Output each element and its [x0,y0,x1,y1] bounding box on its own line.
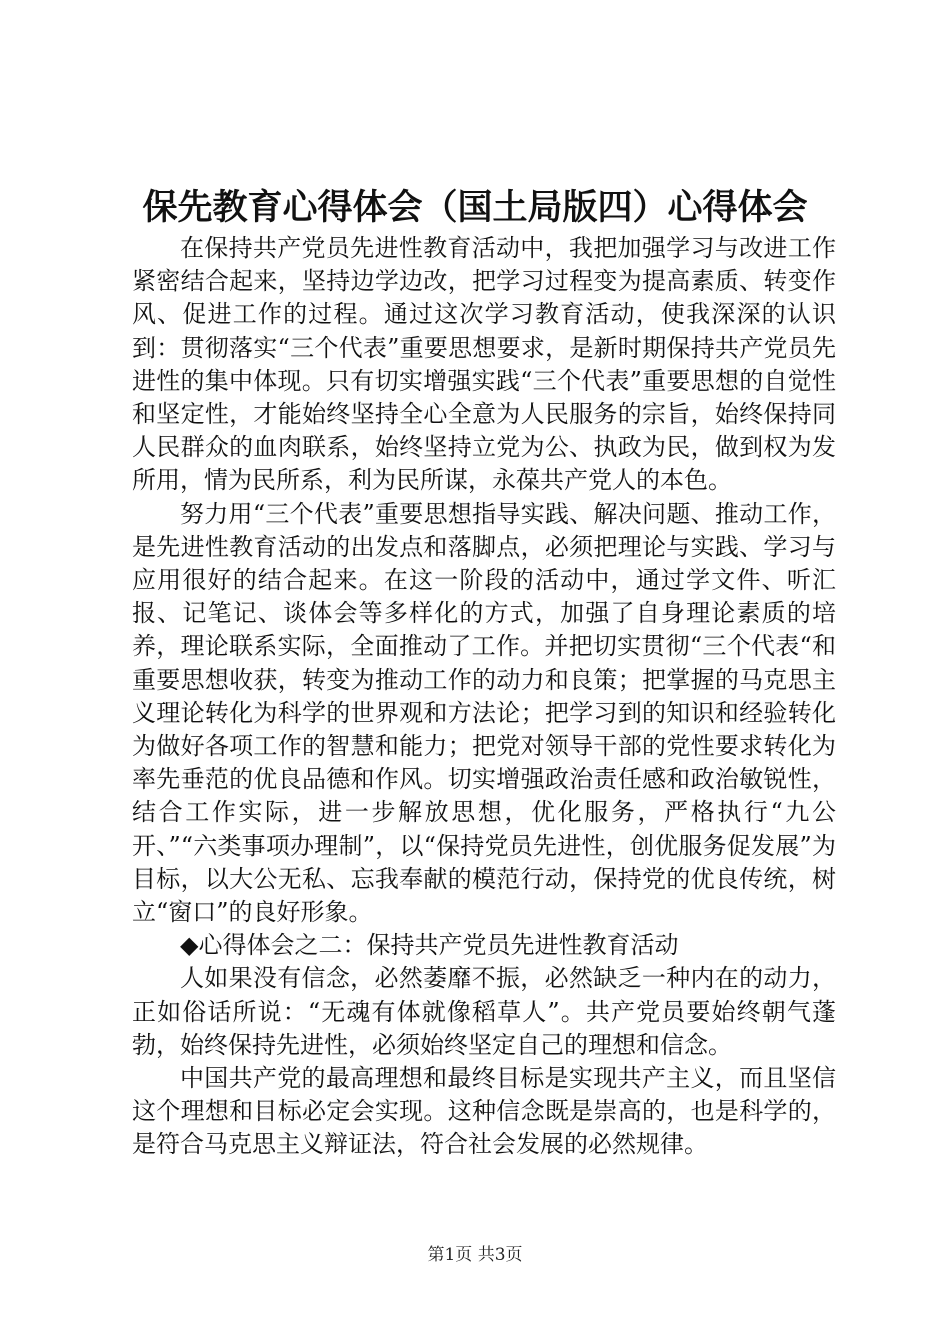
section-heading: ◆心得体会之二：保持共产党员先进性教育活动 [180,931,679,960]
paragraph-3: 人如果没有信念，必然萎靡不振，必然缺乏一种内在的动力，正如俗话所说：“无魂有体就像稻草人”。共产党员要始终朝气蓬勃，始终保持先进性，必须始终坚定自己的理想和信念。 [132,964,836,1059]
paragraph-2: 努力用“三个代表”重要思想指导实践、解决问题、推动工作，是先进性教育活动的出发点和落脚点，必须把理论与实践、学习与应用很好的结合起来。在这一阶段的活动中，通过学文件、听汇报、记笔记、谈体会等多样化的方式，加强了自身理论素质的培养，理论联系实际，全面推动了工作。并把切实贯彻“三个代表“和重要思想收获，转变为推动工作的动力和良策；把掌握的马克思主义理论转化为科学的世界观和方法论；把学习到的知识和经验转化为做好各项工作的智慧和能力；把党对领导干部的党性要求转化为率先垂范的优良品德和作风。切实增强政治责任感和政治敏锐性，结合工作实际，进一步解放思想，优化服务，严格执行“九公开、”“六类事项办理制”，以“保持党员先进性，创优服务促发展”为目标，以大公无私、忘我奉献的模范行动，保持党的优良传统，树立“窗口”的良好形象。 [132,499,836,927]
paragraph-4: 中国共产党的最高理想和最终目标是实现共产主义，而且坚信这个理想和目标必定会实现。这种信念既是崇高的，也是科学的，是符合马克思主义辩证法，符合社会发展的必然规律。 [132,1064,836,1159]
document-body [132,232,836,1162]
paragraph-1: 在保持共产党员先进性教育活动中，我把加强学习与改进工作紧密结合起来，坚持边学边改，把学习过程变为提高素质、转变作风、促进工作的过程。通过这次学习教育活动，使我深深的认识到：贯彻落实“三个代表”重要思想要求，是新时期保持共产党员先进性的集中体现。只有切实增强实践“三个代表”重要思想的自觉性和坚定性，才能始终坚持全心全意为人民服务的宗旨，始终保持同人民群众的血肉联系，始终坚持立党为公、执政为民，做到权为发所用，情为民所系，利为民所谋，永葆共产党人的本色。 [132,234,836,495]
page-title: 保先教育心得体会（国土局版四）心得体会 [142,187,808,228]
page-number-footer: 第1页 共3页 [427,1245,523,1265]
